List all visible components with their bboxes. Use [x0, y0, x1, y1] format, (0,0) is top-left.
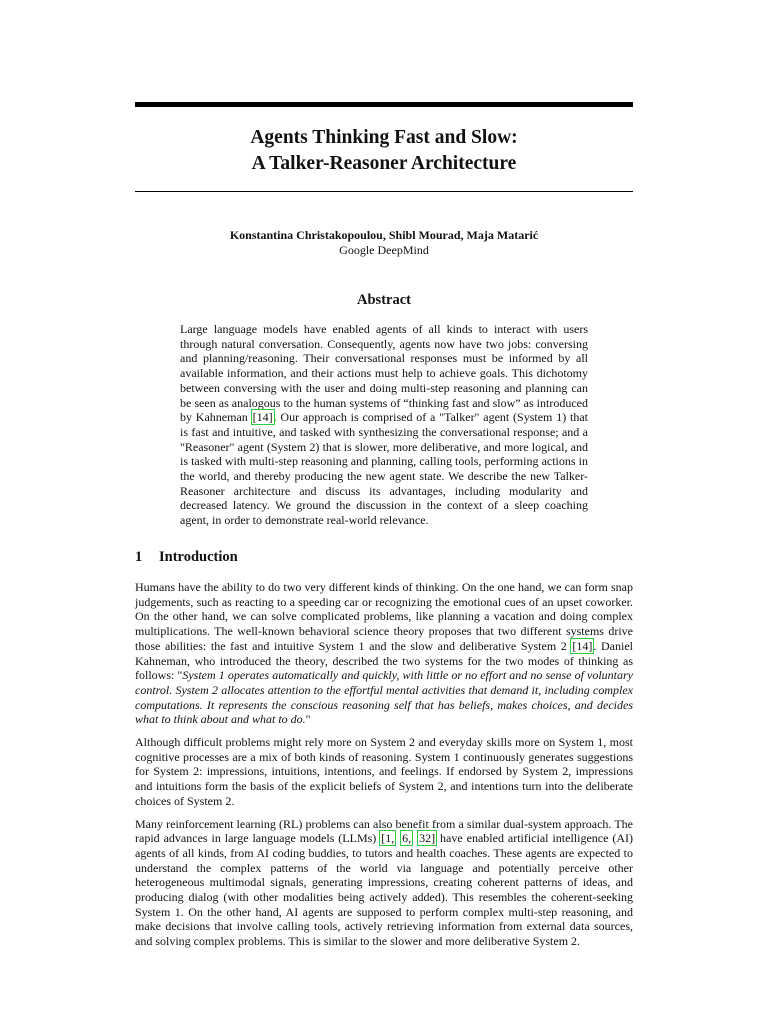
section-heading-introduction — [135, 548, 238, 566]
intro-paragraph-3 — [135, 817, 633, 949]
quote-end: " — [305, 712, 311, 727]
section-title: Introduction — [159, 549, 238, 565]
affiliation: Google DeepMind — [339, 243, 429, 257]
citation-link[interactable]: [1, — [381, 831, 395, 846]
abstract-heading: Abstract — [357, 292, 411, 308]
section-number: 1 — [135, 549, 143, 565]
abstract-text-2: . Our approach is comprised of a "Talker" agent (System 1) that is fast and intuitive, and tasked with synthesizing the conversational response; and a "Reasoner" agent (System 2) that is slower, more deliberative, and more logical, and is tasked with multi-step reasoning and planning, calling tools, performing actions in the world, and thereby producing the new agent state. We describe the new Talker-Reasoner architecture and discuss its advantages, including modularity and decreased latency. We ground the discussion in the context of a sleep coaching agent, in order to demonstrate real-world relevance. — [180, 410, 588, 528]
kahneman-quote: System 1 operates automatically and quickly, with little or no effort and no sense of voluntary control. System 2 allocates attention to the effortful mental activities that demand it, including complex computations. It represents the conscious reasoning self that has beliefs, makes choices, and decides what to think about and what to do. — [135, 668, 633, 727]
title-top-rule — [135, 102, 633, 107]
intro-p1-text-2: . Daniel Kahneman, who introduced the theory, described the two systems for the two modes of thinking as follows: " — [135, 638, 633, 683]
introduction-body — [135, 580, 633, 957]
paper-title — [135, 125, 633, 177]
intro-paragraph-2: Although difficult problems might rely more on System 2 and everyday skills more on System 1, most cognitive processes are a mix of both kinds of reasoning. System 1 continuously generates suggestions for System 2: impressions, intuitions, intentions, and feelings. If endorsed by System 2, impressions and intuitions form the basis of the explicit beliefs of System 2, and intentions turn into the deliberate choices of System 2. — [135, 735, 633, 808]
intro-paragraph-1 — [135, 580, 633, 727]
title-line-1: Agents Thinking Fast and Slow: — [250, 127, 518, 148]
intro-p1-text-1: Humans have the ability to do two very different kinds of thinking. On the one hand, we can form snap judgements, such as reacting to a speeding car or recognizing the emotional cues of an upset coworker. On the other hand, we can solve complicated problems, like planning a vacation and doing complex multiplications. The well-known behavioral science theory proposes that two different systems drive those abilities: the fast and intuitive System 1 and the slow and deliberative System 2 — [135, 580, 633, 653]
intro-p3-text-1: Many reinforcement learning (RL) problems can also benefit from a similar dual-system approach. The rapid advances in large language models (LLMs) — [135, 816, 633, 846]
title-line-2: A Talker-Reasoner Architecture — [251, 153, 517, 174]
abstract-body — [180, 322, 588, 528]
author-list: Konstantina Christakopoulou, Shibl Mourad, Maja Matarić — [229, 228, 539, 242]
citation-link[interactable]: 6, — [402, 831, 412, 846]
citation-link[interactable]: 32] — [419, 831, 436, 846]
abstract-text-1: Large language models have enabled agents of all kinds to interact with users through natural conversation. Consequently, agents now have two jobs: conversing and planning/reasoning. Their conversational responses must be informed by all available information, and their actions must help to achieve goals. This dichotomy between conversing with the user and doing multi-step reasoning and planning can be seen as analogous to the human systems of “thinking fast and slow” as introduced by Kahneman — [180, 322, 588, 425]
title-bottom-rule — [135, 191, 633, 192]
intro-p3-text-2: have enabled artificial intelligence (AI) agents of all kinds, from AI coding buddies, to tutors and health coaches. These agents are expected to understand the complex patterns of the world via language and potentially perceive other heterogeneous multimodal signals, generating impressions, creating coherent patterns of ideas, and producing dialog (with other modalities being actively added). This resembles the coherent-seeking System 1. On the other hand, AI agents are supposed to perform complex multi-step reasoning, and make decisions that involve calling tools, actively retrieving information from external data sources, and solving complex problems. This is similar to the slower and more deliberative System 2. — [135, 831, 634, 949]
citation-link[interactable]: [14] — [572, 638, 593, 653]
citation-link[interactable]: [14] — [252, 410, 273, 425]
